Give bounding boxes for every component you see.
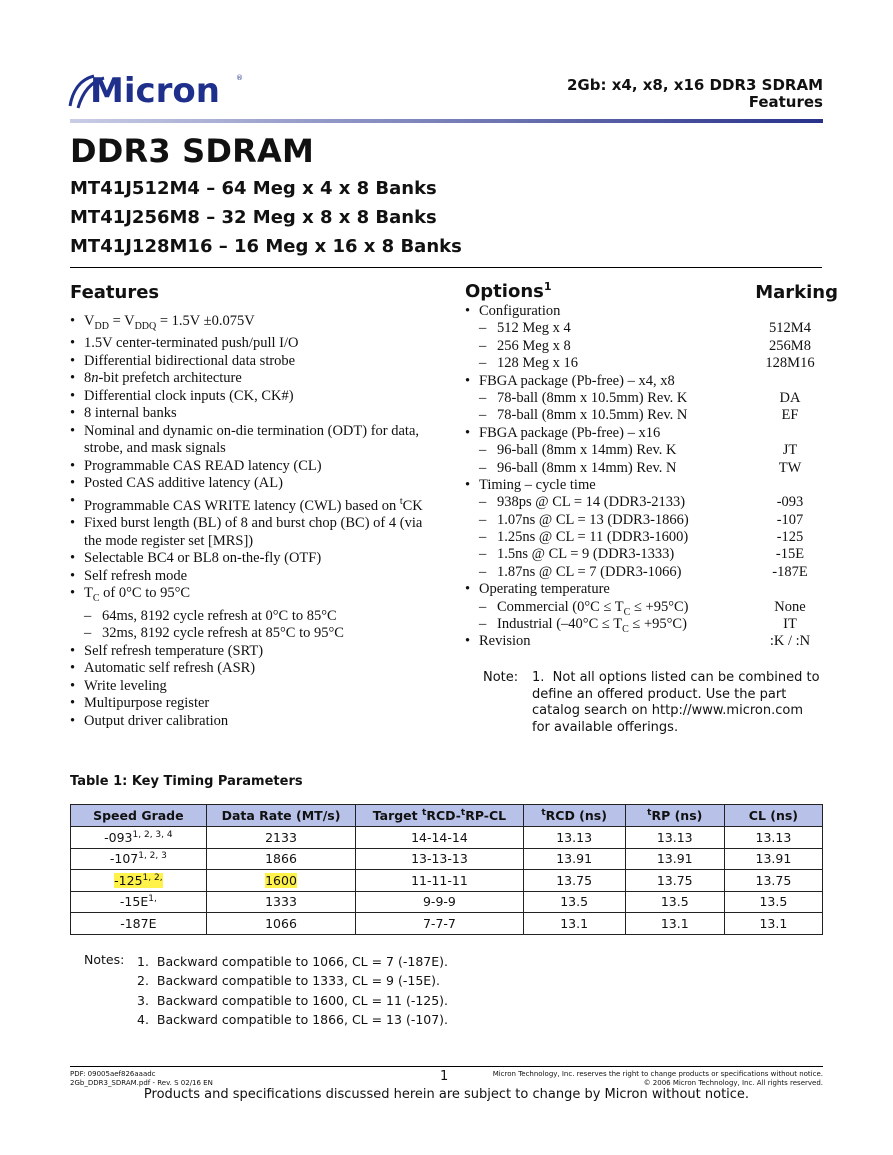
table-cell: $-125^{1, 2,}$	[71, 870, 207, 892]
part-number-1: MT41J512M4 – 64 Meg x 4 x 8 Banks	[70, 178, 437, 199]
marking-heading: Marking	[755, 282, 838, 303]
logo-text: Micron	[90, 71, 220, 111]
table-row	[71, 848, 823, 870]
table-note: 2. Backward compatible to 1333, CL = 9 (-15E).	[137, 973, 441, 989]
table-cell: -187E	[71, 913, 207, 935]
feature-item: • $V_{DD} = V_{DDQ} = 1.5V \pm 0.075V$	[70, 313, 440, 335]
option-subitem	[465, 355, 825, 372]
table-cell: 13.91	[523, 848, 625, 870]
feature-item: • 1.5V center-terminated push/pull I/O	[70, 335, 440, 353]
table-row	[71, 913, 823, 935]
feature-item: • Write leveling	[70, 678, 440, 696]
option-marking: 128M16	[765, 355, 815, 372]
table-header-row	[71, 805, 823, 827]
option-subitem	[465, 338, 825, 355]
feature-item: • Nominal and dynamic on-die termination (ODT) for data, strobe, and mask signals	[70, 423, 440, 458]
feature-item: • 8 internal banks	[70, 405, 440, 423]
feature-subitem: – 32ms, 8192 cycle refresh at 85°C to 95°C	[70, 625, 440, 643]
option-marking: -093	[776, 494, 804, 511]
table-cell: 11-11-11	[356, 870, 523, 892]
option-subitem	[465, 512, 825, 529]
footer-disclaimer: Micron Technology, Inc. reserves the right to change products or specifications without notice.	[492, 1070, 823, 1078]
feature-subitem: – 64ms, 8192 cycle refresh at 0°C to 85°C	[70, 608, 440, 626]
table-cell: 1600	[206, 870, 356, 892]
option-label: – 938ps @ CL = 14 (DDR3-2133)	[497, 494, 686, 511]
footer-file-name: 2Gb_DDR3_SDRAM.pdf - Rev. S 02/16 EN	[70, 1078, 213, 1087]
table-header-cell: Target $^t$RCD-$^t$RP-CL	[356, 805, 523, 827]
option-subitem	[465, 460, 825, 477]
option-item	[465, 477, 825, 494]
feature-item: • Output driver calibration	[70, 713, 440, 731]
option-label: FBGA package (Pb-free) – x16	[479, 424, 661, 441]
table-header-cell: CL (ns)	[724, 805, 822, 827]
page-number: 1	[440, 1069, 449, 1084]
table-cell: -107$^{1, 2, 3}$	[71, 848, 207, 870]
option-marking: -15E	[775, 546, 805, 563]
table-caption: Table 1: Key Timing Parameters	[70, 774, 303, 789]
table-cell: 13.1	[625, 913, 724, 935]
table-row	[71, 870, 823, 892]
option-label: Revision	[479, 633, 531, 650]
option-label: Operating temperature	[479, 581, 610, 598]
table-note: 3. Backward compatible to 1600, CL = 11 (-125).	[137, 992, 449, 1008]
option-subitem	[465, 529, 825, 546]
part-number-3: MT41J128M16 – 16 Meg x 16 x 8 Banks	[70, 236, 462, 257]
features-heading: Features	[70, 282, 160, 303]
table-notes-label: Notes:	[84, 952, 125, 967]
option-subitem	[465, 320, 825, 337]
feature-item: • Automatic self refresh (ASR)	[70, 660, 440, 678]
table-header-cell: Data Rate (MT/s)	[206, 805, 356, 827]
key-timing-table	[70, 804, 823, 935]
header-title	[567, 77, 823, 111]
option-marking: IT	[783, 616, 797, 633]
option-subitem	[465, 564, 825, 581]
option-marking: -107	[776, 511, 804, 528]
option-label: – 96-ball (8mm x 14mm) Rev. N	[497, 459, 677, 476]
options-heading	[465, 280, 552, 302]
footer-pdf-id: PDF: 09005aef826aaadc	[70, 1070, 156, 1078]
option-label: – Industrial $(-40^\circ C \le T_C \le +95^\circ C)$	[497, 616, 687, 635]
option-label: – 96-ball (8mm x 14mm) Rev. K	[497, 442, 677, 459]
option-marking: TW	[778, 459, 802, 476]
table-row	[71, 891, 823, 913]
table-header-cell: Speed Grade	[71, 805, 207, 827]
table-cell: 9-9-9	[356, 891, 523, 913]
table-cell: -093$^{1, 2, 3, 4}$	[71, 827, 207, 849]
table-cell: 13.91	[625, 848, 724, 870]
option-item	[465, 303, 825, 320]
option-subitem	[465, 494, 825, 511]
option-marking: 256M8	[769, 337, 811, 354]
option-item	[465, 581, 825, 598]
footer-copyright: © 2006 Micron Technology, Inc. All rights reserved.	[643, 1078, 823, 1087]
title-rule	[70, 267, 822, 268]
option-label: – 1.87ns @ CL = 7 (DDR3-1066)	[497, 563, 682, 580]
table-cell: $-15E^{1,}$	[71, 891, 207, 913]
feature-item: • Programmable CAS WRITE latency (CWL) based on $^t$CK	[70, 493, 440, 515]
option-subitem	[465, 599, 825, 616]
option-label: – 1.07ns @ CL = 13 (DDR3-1866)	[497, 511, 689, 528]
option-label: – 1.25ns @ CL = 11 (DDR3-1600)	[497, 529, 689, 546]
option-label: – 1.5ns @ CL = 9 (DDR3-1333)	[497, 546, 675, 563]
table-note: 4. Backward compatible to 1866, CL = 13 (-107).	[137, 1011, 449, 1027]
table-body	[71, 827, 823, 935]
table-cell: 13.13	[724, 827, 822, 849]
table-cell: 13.5	[724, 891, 822, 913]
table-row	[71, 827, 823, 849]
footer-rule	[70, 1066, 823, 1067]
option-marking: DA	[779, 389, 801, 406]
footer-right	[493, 1070, 823, 1087]
feature-item: • 8n-bit prefetch architecture	[70, 370, 440, 388]
option-label: – Commercial $(0^\circ C \le T_C \le +95^\circ C)$	[497, 598, 689, 618]
feature-item: • Differential clock inputs (CK, CK#)	[70, 388, 440, 406]
table-header-cell: $^t$RCD (ns)	[523, 805, 625, 827]
option-marking: :K / :N	[769, 633, 811, 650]
option-marking: -187E	[772, 563, 808, 580]
option-item	[465, 373, 825, 390]
feature-item: • Posted CAS additive latency (AL)	[70, 475, 440, 493]
table-cell: 13.13	[523, 827, 625, 849]
table-cell: 13.13	[625, 827, 724, 849]
option-subitem	[465, 390, 825, 407]
option-marking: -125	[776, 529, 804, 546]
feature-item: • $T_C$ of 0°C to 95°C	[70, 585, 440, 607]
option-item	[465, 425, 825, 442]
options-heading-footnote: 1	[543, 280, 552, 293]
table-cell: 13.91	[724, 848, 822, 870]
table-cell: 13.75	[523, 870, 625, 892]
table-note: 1. Backward compatible to 1066, CL = 7 (-187E).	[137, 954, 448, 969]
table-header-cell: $^t$RP (ns)	[625, 805, 724, 827]
option-label: Configuration	[479, 303, 561, 319]
svg-text:®: ®	[236, 74, 243, 82]
option-subitem	[465, 546, 825, 563]
feature-item: • Programmable CAS READ latency (CL)	[70, 458, 440, 476]
option-subitem	[465, 442, 825, 459]
option-label: FBGA package (Pb-free) – x4, x8	[479, 372, 675, 389]
option-item	[465, 633, 825, 650]
option-marking: EF	[781, 407, 799, 424]
feature-item: • Differential bidirectional data strobe	[70, 353, 440, 371]
option-label: – 78-ball (8mm x 10.5mm) Rev. K	[497, 389, 688, 406]
option-marking: JT	[782, 442, 798, 459]
features-list	[70, 313, 440, 730]
footer-left	[70, 1070, 213, 1087]
table-cell: 7-7-7	[356, 913, 523, 935]
table-cell: 1866	[206, 848, 356, 870]
options-note-text: 1. Not all options listed can be combined to define an offered product. Use the part catalog search on http://www.micron.com for available offerings.	[532, 670, 820, 735]
table-cell: 2133	[206, 827, 356, 849]
table-cell: 13.75	[724, 870, 822, 892]
table-cell: 13.5	[625, 891, 724, 913]
option-label: – 256 Meg x 8	[497, 337, 571, 354]
option-marking: None	[774, 598, 806, 615]
table-cell: 14-14-14	[356, 827, 523, 849]
feature-item: • Self refresh temperature (SRT)	[70, 643, 440, 661]
option-label: – 78-ball (8mm x 10.5mm) Rev. N	[497, 407, 688, 424]
part-number-2: MT41J256M8 – 32 Meg x 8 x 8 Banks	[70, 207, 437, 228]
table-cell: 13-13-13	[356, 848, 523, 870]
option-label: – 512 Meg x 4	[497, 320, 571, 337]
table-cell: 1066	[206, 913, 356, 935]
header-title-line1: 2Gb: x4, x8, x16 DDR3 SDRAM	[567, 76, 823, 94]
options-heading-text: Options	[465, 281, 544, 302]
table-cell: 13.75	[625, 870, 724, 892]
table-cell: 1333	[206, 891, 356, 913]
header-rule	[70, 119, 823, 123]
option-marking: 512M4	[769, 320, 811, 337]
option-label: Timing – cycle time	[479, 476, 596, 493]
table-cell: 13.1	[724, 913, 822, 935]
options-list	[465, 303, 825, 651]
page-title: DDR3 SDRAM	[70, 132, 315, 170]
table-cell: 13.1	[523, 913, 625, 935]
option-label: – 128 Meg x 16	[497, 355, 578, 372]
micron-logo	[68, 64, 244, 112]
feature-item: • Multipurpose register	[70, 695, 440, 713]
options-note-label: Note:	[483, 670, 519, 685]
feature-item: • Selectable BC4 or BL8 on-the-fly (OTF)	[70, 550, 440, 568]
feature-item: • Fixed burst length (BL) of 8 and burst chop (BC) of 4 (via the mode register set [MRS])	[70, 515, 440, 550]
header-title-line2: Features	[748, 93, 823, 111]
table-notes-list	[137, 952, 537, 1029]
table-cell: 13.5	[523, 891, 625, 913]
feature-item: • Self refresh mode	[70, 568, 440, 586]
footer-notice: Products and specifications discussed herein are subject to change by Micron without notice.	[143, 1087, 750, 1102]
option-subitem	[465, 407, 825, 424]
option-subitem	[465, 616, 825, 633]
